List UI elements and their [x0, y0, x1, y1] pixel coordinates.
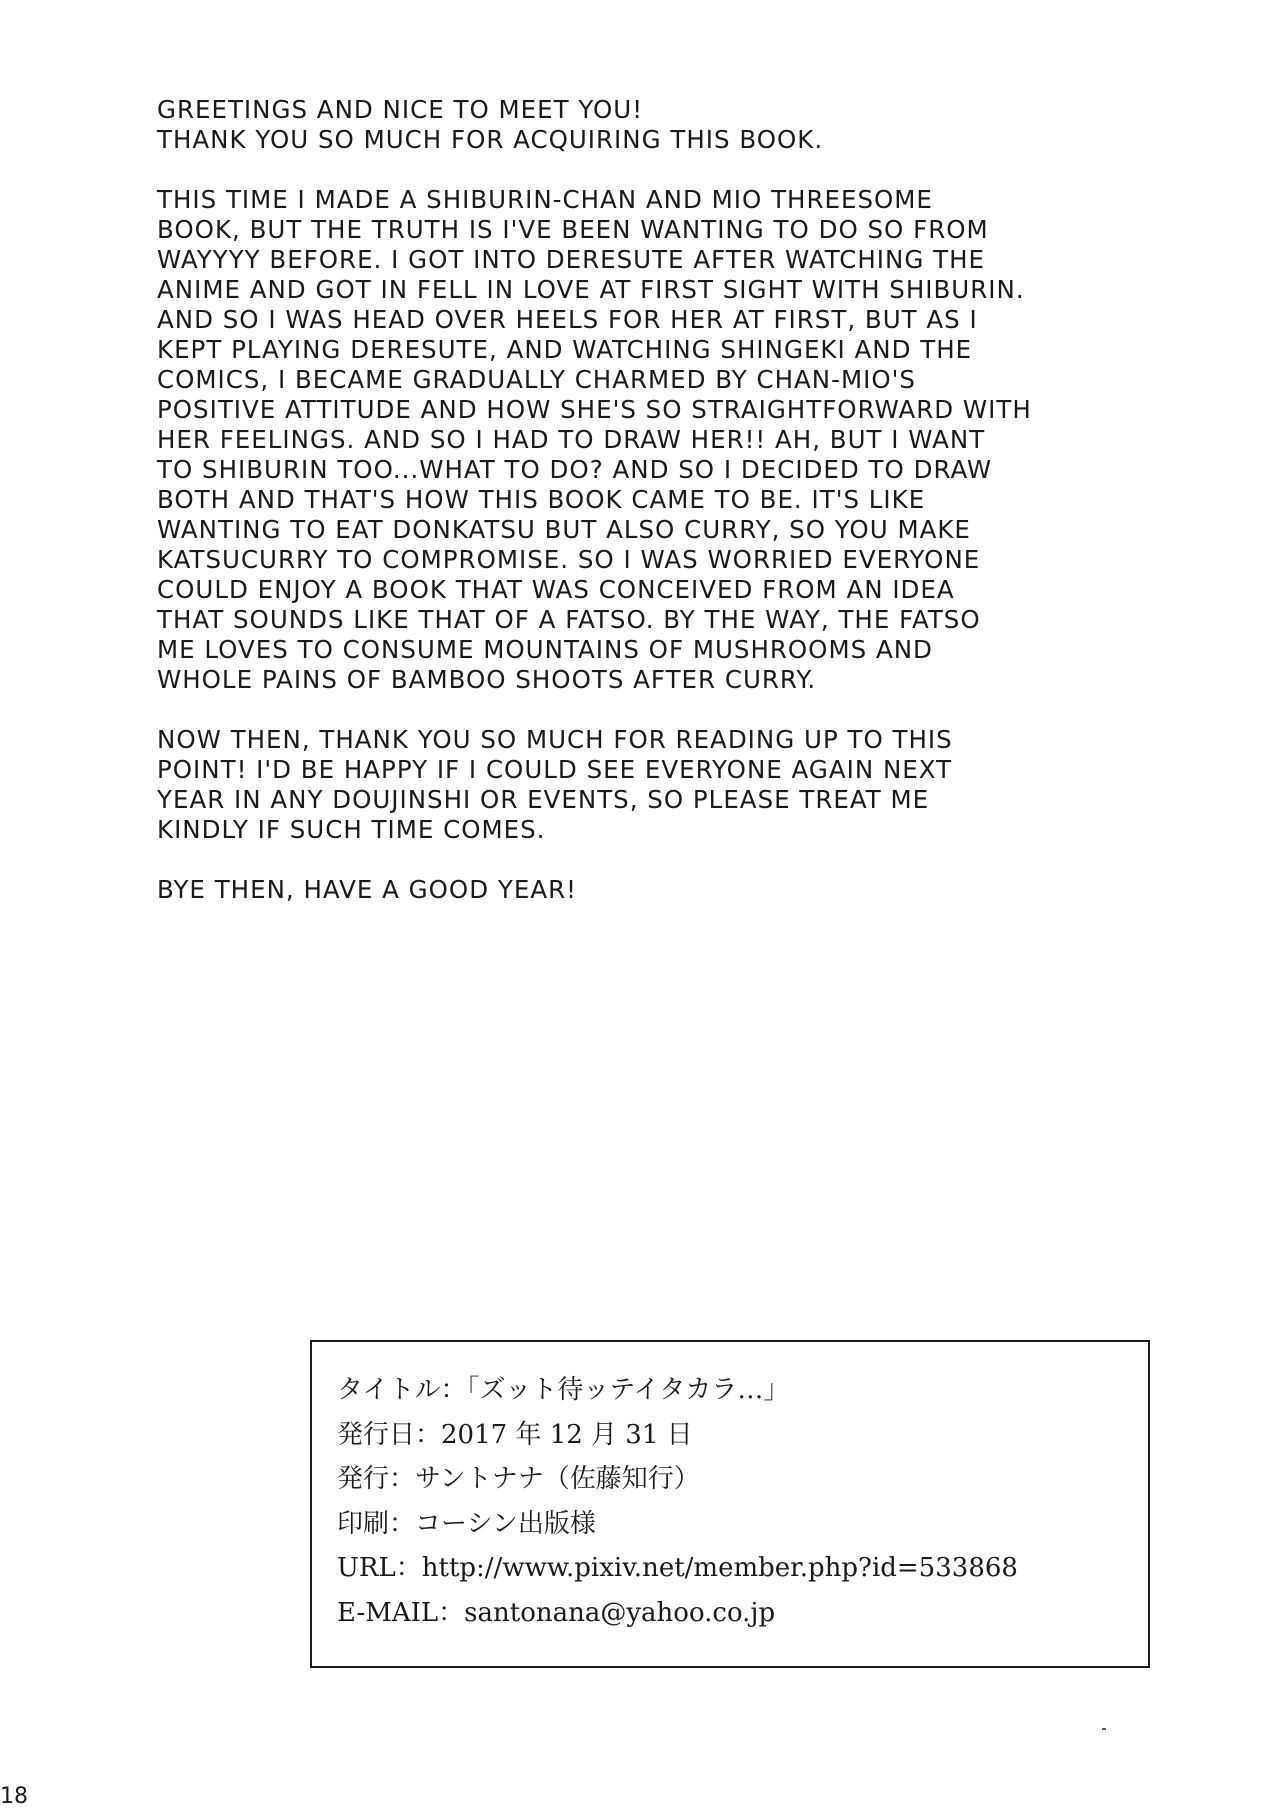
- afterword-line: BOTH AND THAT'S HOW THIS BOOK CAME TO BE. IT'S LIKE: [157, 485, 926, 514]
- afterword-line: ANIME AND GOT IN FELL IN LOVE AT FIRST SIGHT WITH SHIBURIN.: [157, 275, 1025, 304]
- afterword-paragraph-main: [157, 185, 1117, 695]
- afterword-line: GREETINGS AND NICE TO MEET YOU!: [157, 95, 644, 124]
- afterword-line: THIS TIME I MADE A SHIBURIN-CHAN AND MIO THREESOME: [157, 185, 933, 214]
- colophon-email: E-MAIL：santonana@yahoo.co.jp: [337, 1597, 776, 1628]
- colophon-publisher: 発行：サントナナ（佐藤知行）: [337, 1464, 700, 1494]
- afterword-line: NOW THEN, THANK YOU SO MUCH FOR READING UP TO THIS: [157, 725, 953, 754]
- afterword-line: WANTING TO EAT DONKATSU BUT ALSO CURRY, SO YOU MAKE: [157, 515, 971, 544]
- afterword-paragraph-closing: [157, 875, 1117, 905]
- colophon-rows: [337, 1368, 1018, 1635]
- page-number: 18: [0, 1784, 28, 1809]
- afterword-line: KINDLY IF SUCH TIME COMES.: [157, 815, 546, 844]
- afterword-line: WAYYYY BEFORE. I GOT INTO DERESUTE AFTER WATCHING THE: [157, 245, 986, 274]
- afterword-paragraph-thanks: [157, 725, 1117, 845]
- afterword-line: TO SHIBURIN TOO...WHAT TO DO? AND SO I DECIDED TO DRAW: [157, 455, 993, 484]
- afterword-paragraph-greeting: [157, 95, 1117, 155]
- colophon-url: URL：http://www.pixiv.net/member.php?id=533868: [337, 1553, 1018, 1583]
- colophon-printer: 印刷：コーシン出版様: [337, 1508, 596, 1539]
- afterword-line: KATSUCURRY TO COMPROMISE. SO I WAS WORRIED EVERYONE: [157, 545, 981, 574]
- afterword-line: HER FEELINGS. AND SO I HAD TO DRAW HER!! AH, BUT I WANT: [157, 425, 986, 454]
- colophon-box: [310, 1340, 1150, 1668]
- afterword-line: THANK YOU SO MUCH FOR ACQUIRING THIS BOOK.: [157, 125, 824, 154]
- afterword-line: AND SO I WAS HEAD OVER HEELS FOR HER AT FIRST, BUT AS I: [157, 305, 978, 334]
- afterword-line: THAT SOUNDS LIKE THAT OF A FATSO. BY THE WAY, THE FATSO: [157, 605, 981, 634]
- colophon-publish-date: 発行日：2017 年 12 月 31 日: [337, 1419, 693, 1450]
- afterword-text: [157, 95, 1117, 935]
- afterword-line: POINT! I'D BE HAPPY IF I COULD SEE EVERYONE AGAIN NEXT: [157, 755, 953, 784]
- afterword-line: WHOLE PAINS OF BAMBOO SHOOTS AFTER CURRY.: [157, 665, 817, 694]
- afterword-line: KEPT PLAYING DERESUTE, AND WATCHING SHINGEKI AND THE: [157, 335, 973, 364]
- afterword-line: YEAR IN ANY DOUJINSHI OR EVENTS, SO PLEASE TREAT ME: [157, 785, 930, 814]
- afterword-line: COMICS, I BECAME GRADUALLY CHARMED BY CHAN-MIO'S: [157, 365, 916, 394]
- afterword-line: BYE THEN, HAVE A GOOD YEAR!: [157, 875, 577, 904]
- print-speck: [1102, 1728, 1106, 1730]
- colophon-title: タイトル：「ズット待ッテイタカラ…」: [337, 1375, 790, 1405]
- afterword-line: BOOK, BUT THE TRUTH IS I'VE BEEN WANTING TO DO SO FROM: [157, 215, 989, 244]
- afterword-line: ME LOVES TO CONSUME MOUNTAINS OF MUSHROOMS AND: [157, 635, 933, 664]
- afterword-line: POSITIVE ATTITUDE AND HOW SHE'S SO STRAIGHTFORWARD WITH: [157, 395, 1032, 424]
- afterword-line: COULD ENJOY A BOOK THAT WAS CONCEIVED FROM AN IDEA: [157, 575, 955, 604]
